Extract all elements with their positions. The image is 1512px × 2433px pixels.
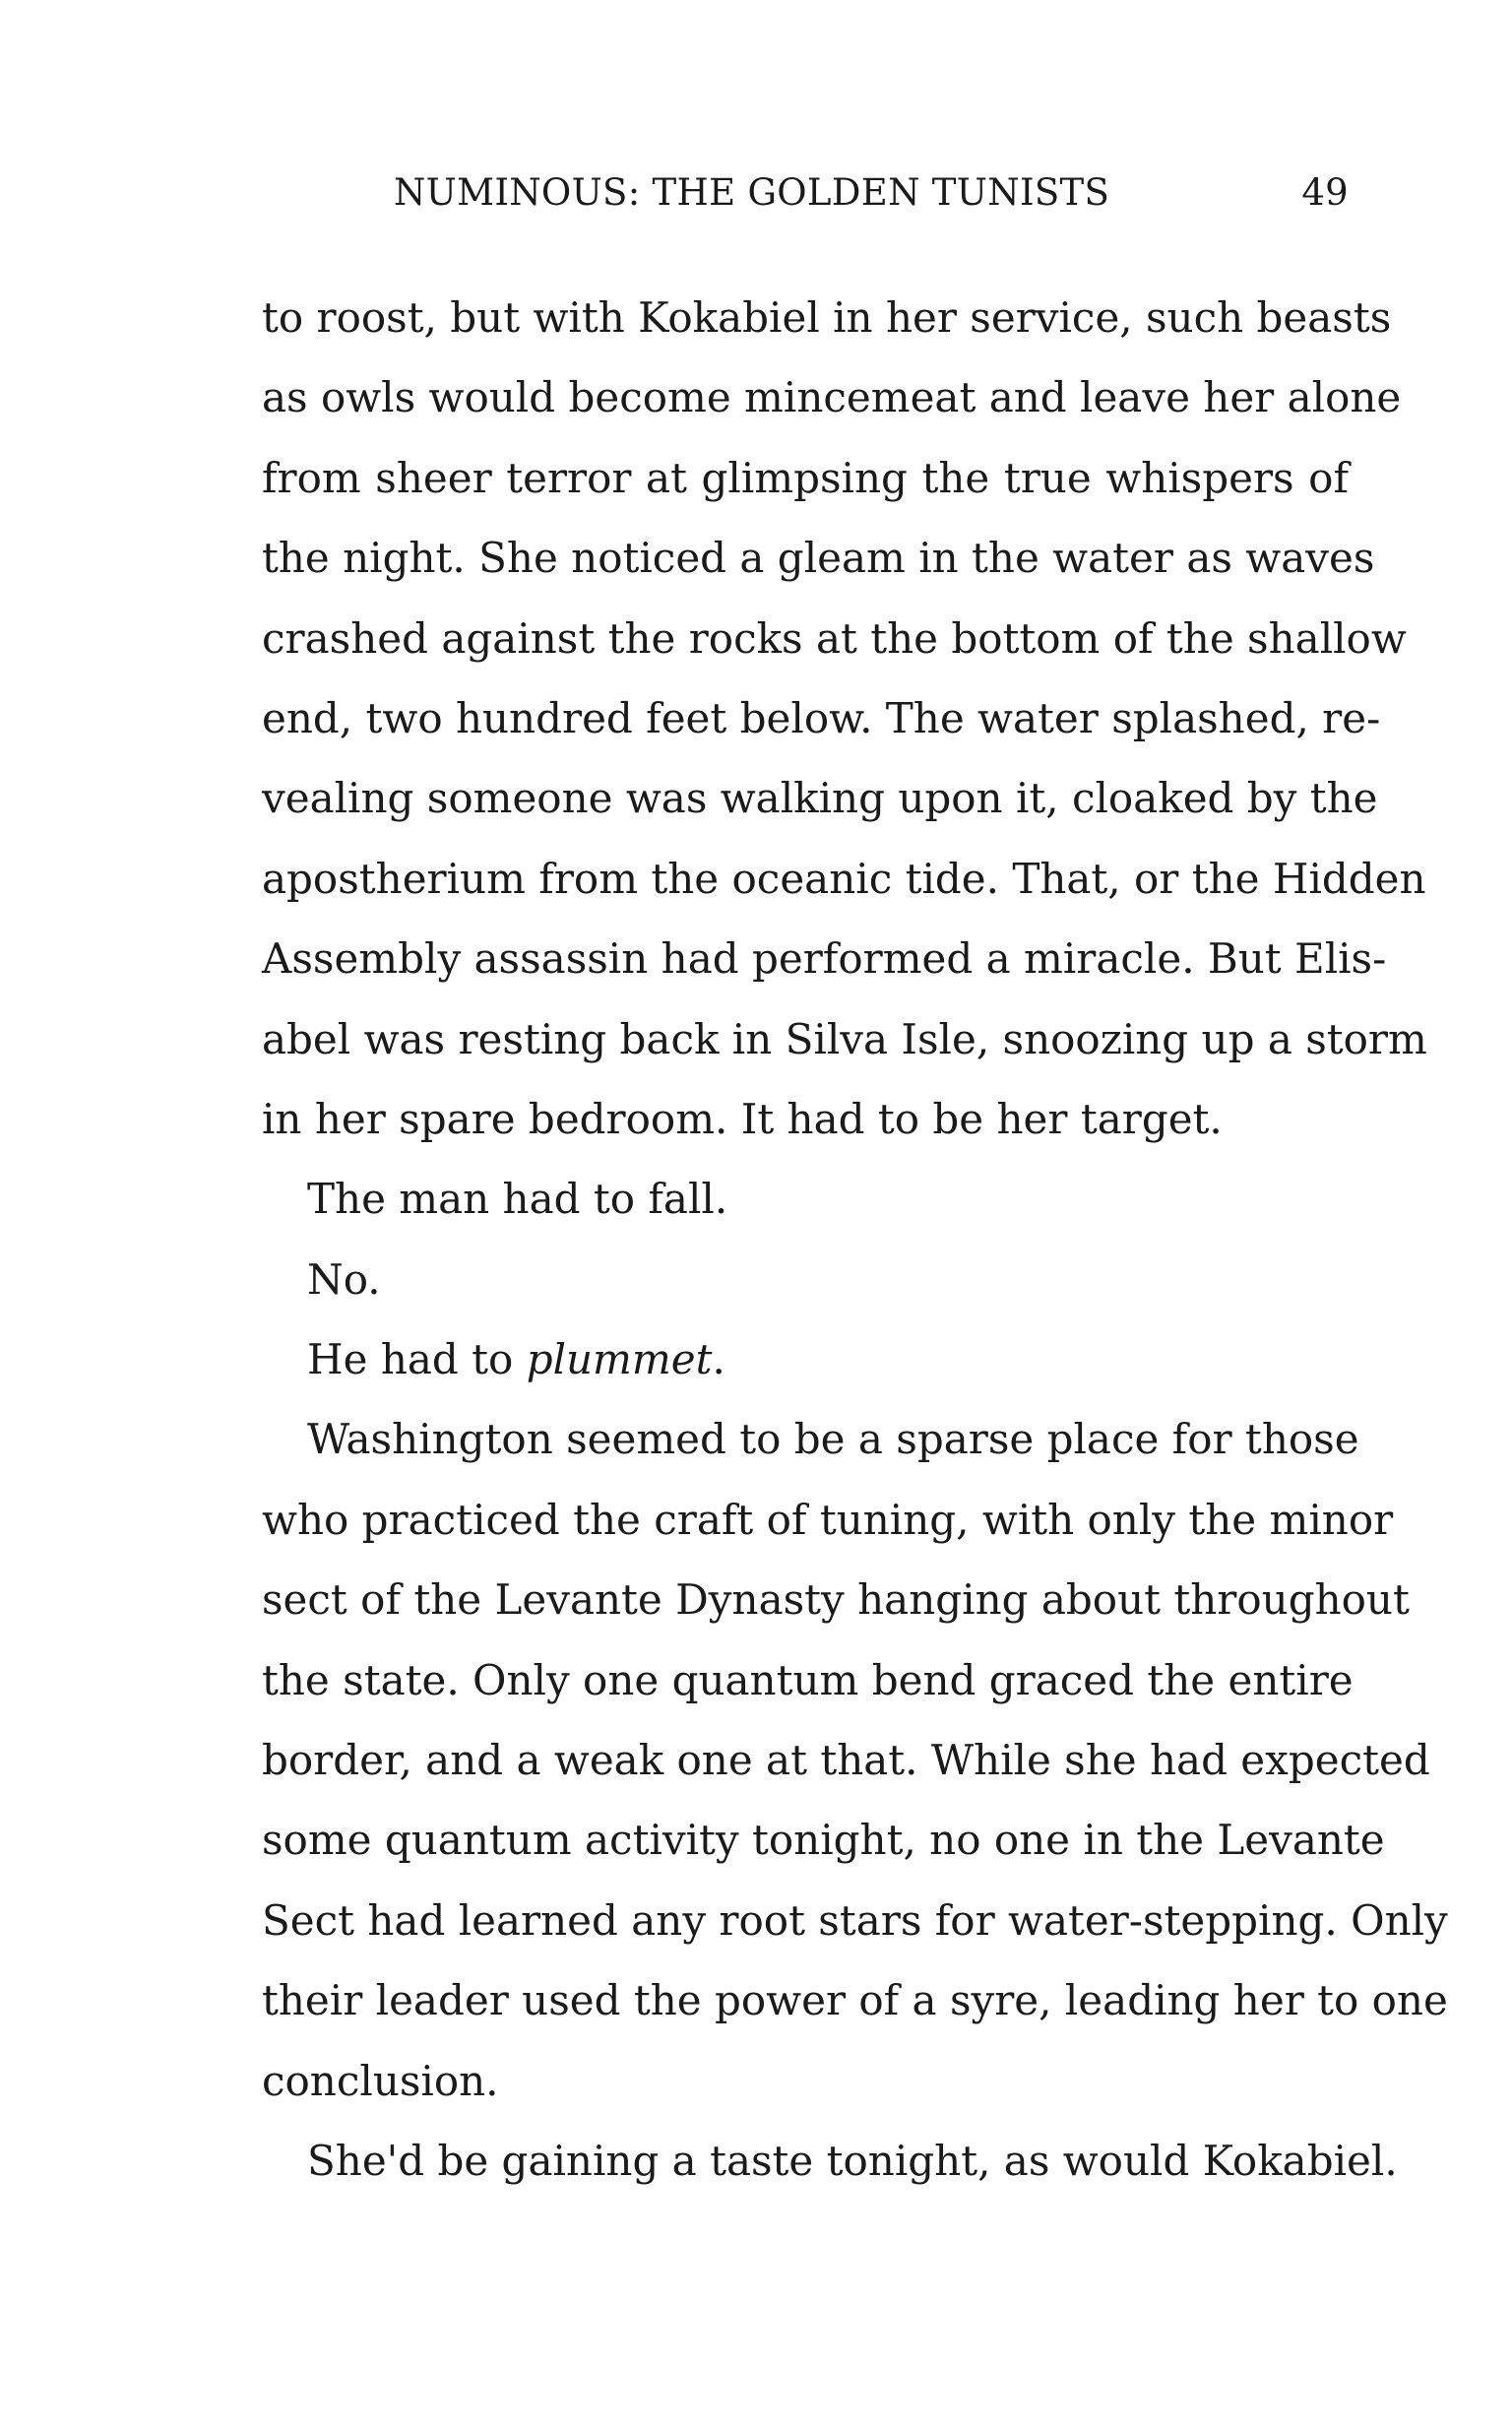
text-line: the night. She noticed a gleam in the water as waves: [262, 534, 1375, 583]
text-line: Sect had learned any root stars for water-stepping. Only: [262, 1895, 1448, 1945]
text-run: .: [712, 1335, 725, 1384]
running-head: [262, 169, 1349, 217]
text-line: sect of the Levante Dynasty hanging about throughout: [262, 1575, 1410, 1625]
text-line: in her spare bedroom. It had to be her target.: [262, 1094, 1223, 1143]
text-line: end, two hundred feet below. The water splashed, re-: [262, 693, 1381, 742]
italic-word: plummet: [526, 1335, 713, 1384]
text-line: crashed against the rocks at the bottom of the shallow: [262, 613, 1407, 663]
text-line: She'd be gaining a taste tonight, as would Kokabiel.: [307, 2136, 1398, 2185]
text-line-mixed: [262, 1319, 1349, 1399]
body-text: [262, 278, 1448, 2201]
text-line: abel was resting back in Silva Isle, snoozing up a storm: [262, 1014, 1427, 1063]
text-line: border, and a weak one at that. While she had expected: [262, 1736, 1430, 1785]
text-line: the state. Only one quantum bend graced the entire: [262, 1655, 1354, 1704]
text-line: apostherium from the oceanic tide. That, or the Hidden: [262, 854, 1426, 903]
text-line: No.: [307, 1254, 381, 1304]
page-number: 49: [1301, 171, 1349, 214]
text-line: from sheer terror at glimpsing the true whispers of: [262, 453, 1349, 502]
text-line: as owls would become mincemeat and leave her alone: [262, 373, 1402, 422]
text-line: Assembly assassin had performed a miracle. But Elis-: [262, 934, 1387, 984]
running-title: NUMINOUS: THE GOLDEN TUNISTS: [394, 171, 1110, 214]
text-line: Washington seemed to be a sparse place for those: [307, 1415, 1359, 1464]
text-line: to roost, but with Kokabiel in her service, such beasts: [262, 293, 1392, 342]
text-line: conclusion.: [262, 2056, 499, 2105]
text-line: who practiced the craft of tuning, with only the minor: [262, 1495, 1394, 1544]
text-line: some quantum activity tonight, no one in the Levante: [262, 1816, 1385, 1865]
text-line: their leader used the power of a syre, leading her to one: [262, 1976, 1448, 2025]
text-line: vealing someone was walking upon it, cloaked by the: [262, 774, 1378, 823]
text-line: The man had to fall.: [307, 1175, 728, 1224]
text-run: He had to: [307, 1335, 527, 1384]
